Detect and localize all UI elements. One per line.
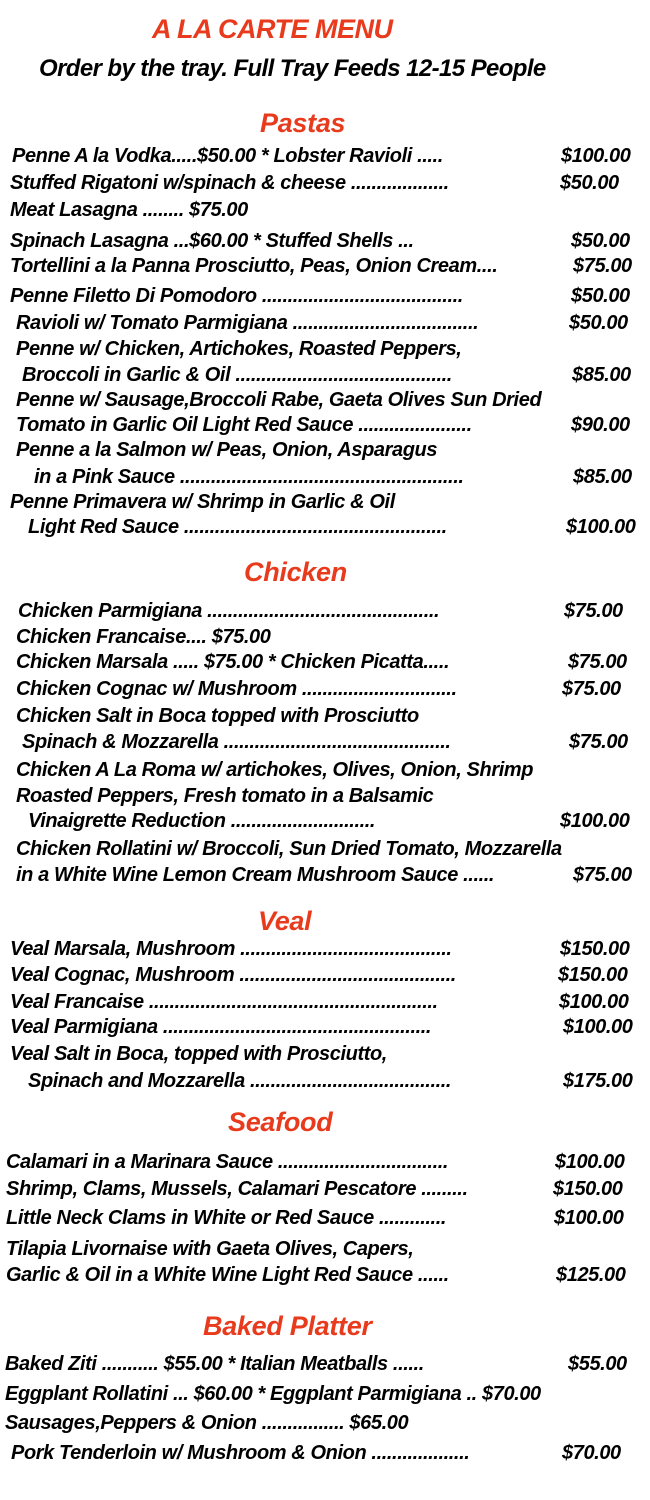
section-heading-baked-platter: Baked Platter [203,1311,372,1341]
menu-line: Meat Lasagna ........ $75.00 [10,199,248,221]
menu-line: Tortellini a la Panna Prosciutto, Peas, Onion Cream.... [10,255,498,277]
menu-price: $50.00 [571,285,630,307]
menu-price: $100.00 [554,1207,624,1229]
menu-line: Vinaigrette Reduction ............................ [28,810,376,832]
menu-price: $175.00 [563,1070,633,1092]
menu-line: Shrimp, Clams, Mussels, Calamari Pescatore ......... [6,1178,468,1200]
menu-line: in a Pink Sauce ....................................................... [34,466,464,488]
menu-line: Light Red Sauce ................................................... [28,516,447,538]
menu-line: Penne w/ Chicken, Artichokes, Roasted Peppers, [16,338,462,360]
menu-price: $100.00 [555,1151,625,1173]
menu-line: Chicken Rollatini w/ Broccoli, Sun Dried Tomato, Mozzarella [16,838,562,860]
menu-line: Sausages,Peppers & Onion ................ $65.00 [5,1412,409,1434]
menu-line: Chicken Parmigiana ............................................. [18,600,440,622]
menu-line: Penne w/ Sausage,Broccoli Rabe, Gaeta Olives Sun Dried [16,389,542,411]
menu-line: in a White Wine Lemon Cream Mushroom Sauce ...... [16,864,495,886]
menu-price: $150.00 [558,964,628,986]
menu-price: $55.00 [568,1353,627,1375]
menu-price: $75.00 [564,600,623,622]
menu-price: $85.00 [573,466,632,488]
menu-line: Spinach and Mozzarella ....................................... [28,1070,452,1092]
menu-subtitle: Order by the tray. Full Tray Feeds 12-15 People [39,55,546,82]
menu-price: $75.00 [573,864,632,886]
menu-price: $85.00 [572,364,631,386]
menu-price: $70.00 [562,1442,621,1464]
menu-price: $50.00 [571,230,630,252]
menu-line: Pork Tenderloin w/ Mushroom & Onion ................... [11,1442,470,1464]
menu-price: $150.00 [560,938,630,960]
menu-title: A LA CARTE MENU [152,14,393,44]
menu-line: Baked Ziti ........... $55.00 * Italian Meatballs ...... [5,1353,424,1375]
section-heading-chicken: Chicken [244,557,347,587]
section-heading-seafood: Seafood [228,1107,333,1137]
menu-price: $50.00 [569,312,628,334]
menu-line: Veal Salt in Boca, topped with Prosciutto, [10,1043,387,1065]
menu-price: $100.00 [561,145,631,167]
menu-line: Tomato in Garlic Oil Light Red Sauce ...................... [16,414,472,436]
menu-line: Veal Parmigiana .................................................... [10,1016,432,1038]
menu-line: Veal Marsala, Mushroom ......................................... [10,938,452,960]
menu-line: Eggplant Rollatini ... $60.00 * Eggplant Parmigiana .. $70.00 [5,1383,541,1405]
menu-price: $75.00 [573,255,632,277]
menu-price: $100.00 [563,1016,633,1038]
menu-price: $100.00 [560,810,630,832]
menu-line: Chicken Salt in Boca topped with Prosciutto [16,705,419,727]
menu-line: Chicken Francaise.... $75.00 [16,626,271,648]
menu-line: Veal Cognac, Mushroom .......................................... [10,964,456,986]
menu-line: Penne a la Salmon w/ Peas, Onion, Asparagus [16,439,438,461]
menu-line: Penne A la Vodka.....$50.00 * Lobster Ravioli ..... [12,145,443,167]
menu-price: $75.00 [568,651,627,673]
menu-price: $50.00 [560,172,619,194]
section-heading-pastas: Pastas [260,108,346,138]
menu-line: Spinach & Mozzarella ............................................ [22,731,451,753]
menu-price: $100.00 [566,516,636,538]
menu-price: $100.00 [559,991,629,1013]
menu-line: Garlic & Oil in a White Wine Light Red Sauce ...... [6,1264,449,1286]
menu-price: $90.00 [571,414,630,436]
menu-price: $75.00 [569,731,628,753]
menu-line: Broccoli in Garlic & Oil .......................................... [22,364,452,386]
menu-line: Chicken A La Roma w/ artichokes, Olives, Onion, Shrimp [16,759,534,781]
menu-line: Calamari in a Marinara Sauce ................................. [6,1151,449,1173]
menu-price: $150.00 [553,1178,623,1200]
menu-line: Chicken Cognac w/ Mushroom .............................. [16,678,457,700]
menu-line: Chicken Marsala ..... $75.00 * Chicken Picatta..... [16,651,450,673]
menu-line: Ravioli w/ Tomato Parmigiana .................................... [16,312,479,334]
menu-line: Veal Francaise ........................................................ [10,991,438,1013]
menu-price: $75.00 [562,678,621,700]
menu-line: Roasted Peppers, Fresh tomato in a Balsamic [16,785,434,807]
menu-line: Spinach Lasagna ...$60.00 * Stuffed Shells ... [10,230,414,252]
menu-line: Tilapia Livornaise with Gaeta Olives, Capers, [6,1238,414,1260]
menu-line: Stuffed Rigatoni w/spinach & cheese ................... [10,172,449,194]
menu-line: Penne Primavera w/ Shrimp in Garlic & Oil [10,491,395,513]
menu-price: $125.00 [556,1264,626,1286]
section-heading-veal: Veal [258,906,312,936]
menu-line: Penne Filetto Di Pomodoro ....................................... [10,285,463,307]
menu-line: Little Neck Clams in White or Red Sauce ............. [6,1207,447,1229]
